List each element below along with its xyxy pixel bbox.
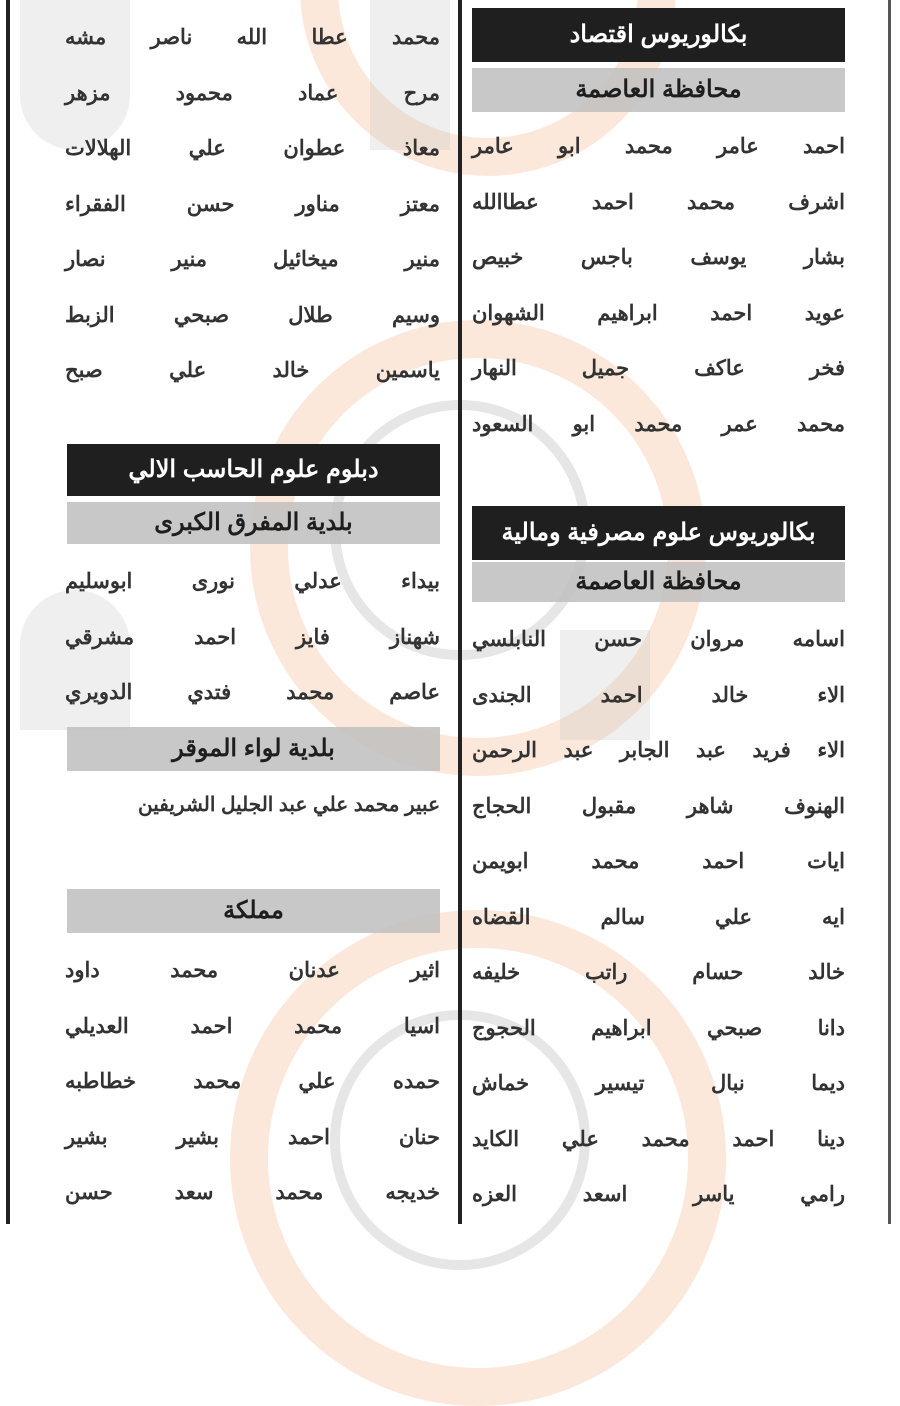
list-item	[472, 1001, 845, 1057]
name-word: خطاطبه	[65, 1070, 136, 1093]
name-word: الحجوج	[472, 1016, 536, 1040]
name-word: بشار	[803, 246, 845, 269]
name-word: ابو	[572, 412, 596, 436]
name-word: عدنان	[288, 959, 340, 982]
left-border	[6, 0, 10, 1224]
name-word: فتدي	[187, 681, 232, 704]
name-word: احمد	[702, 850, 745, 873]
name-word: محمد	[687, 190, 735, 214]
name-word: رامي	[800, 1183, 845, 1206]
name-word: فخر	[809, 357, 845, 380]
list-item	[472, 668, 845, 724]
list-item	[65, 999, 440, 1055]
name-word: اسامه	[792, 628, 845, 651]
name-word: مرح	[403, 81, 440, 105]
name-word: محمد	[392, 26, 440, 49]
list-item: عبير محمد علي عبد الجليل الشريفين	[137, 794, 440, 816]
list-item	[472, 230, 845, 286]
name-word: حسن	[186, 192, 235, 216]
section-title: بكالوريوس علوم مصرفية ومالية	[472, 506, 845, 560]
name-word: داود	[65, 959, 100, 982]
name-word: دانا	[817, 1016, 845, 1040]
name-word: دينا	[817, 1127, 845, 1151]
list-item	[472, 723, 845, 779]
list-item	[65, 943, 440, 999]
name-word: بيداء	[401, 570, 440, 593]
name-word: عطوان	[283, 137, 346, 160]
name-word: محمد	[634, 412, 683, 436]
name-word: نبال	[710, 1072, 745, 1095]
name-word: عامر	[472, 135, 514, 158]
name-word: تيسير	[595, 1072, 645, 1095]
section-title: بكالوريوس اقتصاد	[472, 8, 845, 62]
name-word: الزبط	[65, 303, 115, 327]
name-word: راتب	[584, 961, 628, 984]
list-item	[472, 397, 845, 453]
name-word: العديلي	[65, 1014, 129, 1038]
diploma-name-list	[65, 554, 440, 721]
name-word: محمد	[275, 1181, 324, 1204]
name-word: خالد	[272, 359, 310, 382]
name-word: خماش	[472, 1072, 530, 1095]
name-word: الرحمن	[472, 739, 537, 762]
name-word: سالم	[600, 905, 645, 929]
name-word: نصار	[65, 248, 106, 271]
name-word: ديما	[811, 1072, 845, 1095]
name-word: ايات	[807, 850, 845, 873]
name-word: خالد	[808, 961, 845, 984]
list-item	[472, 119, 845, 175]
name-word: صبحي	[706, 1016, 763, 1040]
name-word: اسيا	[403, 1014, 440, 1038]
name-word: محمد	[797, 412, 845, 436]
list-item	[65, 1054, 440, 1110]
list-item	[472, 286, 845, 342]
section-title: دبلوم علوم الحاسب الالي	[67, 444, 440, 496]
name-word: مروان	[690, 628, 745, 651]
section-subtitle: بلدية لواء الموقر	[67, 727, 440, 771]
name-word: باجس	[580, 246, 633, 269]
list-item	[65, 554, 440, 610]
name-word: اسعد	[582, 1183, 628, 1206]
name-word: اثير	[410, 959, 440, 982]
name-word: وسيم	[391, 303, 440, 327]
name-word: ابراهيم	[591, 1016, 652, 1040]
name-word: عبد	[695, 739, 726, 762]
name-word: محمد	[193, 1070, 242, 1093]
name-word: يوسف	[690, 246, 747, 269]
column-divider	[458, 0, 462, 1224]
name-word: الجندى	[472, 683, 532, 707]
name-word: عاصم	[389, 681, 440, 704]
name-word: طلال	[288, 303, 333, 327]
name-word: مناور	[295, 192, 340, 216]
name-word: بشير	[65, 1125, 108, 1149]
name-word: مشرقي	[65, 625, 135, 649]
name-word: بشير	[176, 1125, 219, 1149]
list-item	[65, 1165, 440, 1221]
list-item	[65, 665, 440, 721]
section-subtitle: مملكة	[67, 889, 440, 933]
list-item	[65, 288, 440, 344]
name-word: خالد	[711, 683, 749, 707]
list-item	[65, 177, 440, 233]
name-word: ايه	[822, 905, 845, 929]
banking-name-list	[472, 612, 845, 1223]
section-subtitle: بلدية المفرق الكبرى	[67, 502, 440, 544]
name-word: جميل	[581, 357, 630, 380]
name-word: العزه	[472, 1183, 517, 1206]
name-word: عدلي	[294, 570, 342, 593]
name-word: ياسر	[693, 1183, 735, 1206]
list-item	[65, 1110, 440, 1166]
list-item	[472, 1167, 845, 1223]
name-word: معتز	[400, 192, 440, 216]
name-word: نورى	[191, 570, 235, 593]
name-word: علي	[561, 1127, 599, 1151]
list-item	[65, 343, 440, 399]
name-word: احمد	[600, 683, 643, 707]
name-word: علي	[169, 359, 207, 382]
continued-name-list	[65, 10, 440, 399]
name-word: منير	[404, 248, 440, 271]
name-word: احمد	[287, 1125, 330, 1149]
list-item	[472, 612, 845, 668]
name-word: النابلسي	[472, 628, 547, 651]
name-word: عامر	[717, 135, 759, 158]
name-word: محمد	[624, 135, 673, 158]
list-item	[472, 1056, 845, 1112]
name-word: احمد	[803, 135, 845, 158]
name-word: معاذ	[402, 137, 440, 160]
section-economics	[472, 8, 845, 112]
name-word: حسن	[65, 1181, 113, 1204]
list-item	[472, 945, 845, 1001]
name-word: الهلالات	[65, 137, 132, 160]
name-word: حمده	[392, 1070, 440, 1093]
list-item	[472, 341, 845, 397]
name-word: عمر	[721, 412, 758, 436]
name-word: مقبول	[581, 794, 637, 818]
name-word: ابو	[558, 135, 581, 158]
list-item	[65, 610, 440, 666]
section-subtitle: محافظة العاصمة	[472, 562, 845, 602]
name-word: احمد	[190, 1014, 233, 1038]
name-word: خديجه	[385, 1181, 440, 1204]
name-word: صبحي	[173, 303, 230, 327]
name-word: حنان	[398, 1125, 440, 1149]
name-word: الشهوان	[472, 301, 545, 325]
name-word: القضاه	[472, 905, 531, 929]
name-word: محمد	[286, 681, 335, 704]
name-word: صبح	[65, 359, 103, 382]
list-item	[472, 779, 845, 835]
name-word: ابويمن	[472, 850, 529, 873]
name-word: عماد	[298, 81, 339, 105]
name-word: احمد	[591, 190, 634, 214]
name-word: الاء	[817, 739, 845, 762]
list-item	[472, 834, 845, 890]
name-word: ناصر	[150, 26, 193, 49]
name-word: خبيص	[472, 246, 524, 269]
name-word: منير	[171, 248, 208, 271]
name-word: محمد	[591, 850, 640, 873]
name-word: فريد	[752, 739, 791, 762]
name-word: احمد	[194, 625, 237, 649]
name-word: الحجاج	[472, 794, 532, 818]
name-word: خليفه	[472, 961, 521, 984]
section-banking	[472, 506, 845, 602]
list-item	[65, 121, 440, 177]
name-word: ميخائيل	[272, 248, 339, 271]
name-word: علي	[298, 1070, 336, 1093]
name-word: سعد	[174, 1181, 214, 1204]
name-word: حسن	[594, 628, 642, 651]
name-word: الكايد	[472, 1127, 520, 1151]
list-item	[65, 66, 440, 122]
section-subtitle: محافظة العاصمة	[472, 68, 845, 112]
name-word: فايز	[296, 625, 330, 649]
name-word: النهار	[472, 357, 517, 380]
name-word: الدويري	[65, 681, 133, 704]
name-word: شاهر	[686, 794, 734, 818]
economics-name-list	[472, 119, 845, 452]
name-word: علي	[188, 137, 226, 160]
list-item	[472, 175, 845, 231]
name-word: ابراهيم	[597, 301, 658, 325]
name-word: مزهر	[65, 81, 111, 105]
name-word: حسام	[692, 961, 744, 984]
list-item	[65, 232, 440, 288]
name-word: الهنوف	[784, 794, 845, 818]
name-word: عويد	[804, 301, 845, 325]
name-word: عبد	[563, 739, 594, 762]
name-word: احمد	[732, 1127, 775, 1151]
name-word: الفقراء	[65, 192, 126, 216]
list-item	[472, 890, 845, 946]
name-word: احمد	[710, 301, 753, 325]
list-item	[65, 10, 440, 66]
name-word: محمد	[170, 959, 219, 982]
name-word: ياسمين	[375, 359, 440, 382]
name-word: ابوسليم	[65, 570, 133, 593]
name-word: عاكف	[694, 357, 745, 380]
name-word: شهناز	[389, 625, 440, 649]
right-border	[888, 0, 891, 1224]
name-word: الجابر	[619, 739, 670, 762]
name-word: عطاالله	[472, 190, 539, 214]
name-word: محمد	[294, 1014, 343, 1038]
name-word: مشه	[65, 26, 107, 49]
name-word: اشرف	[788, 190, 845, 214]
mamlaka-name-list	[65, 943, 440, 1221]
name-word: الاء	[817, 683, 845, 707]
list-item	[472, 1112, 845, 1168]
name-word: السعود	[472, 412, 534, 436]
name-word: محمود	[175, 81, 233, 105]
name-word: محمد	[641, 1127, 690, 1151]
name-word: علي	[714, 905, 752, 929]
section-diploma	[67, 444, 440, 544]
name-word: عطا	[311, 26, 348, 49]
name-word: الله	[236, 26, 268, 49]
